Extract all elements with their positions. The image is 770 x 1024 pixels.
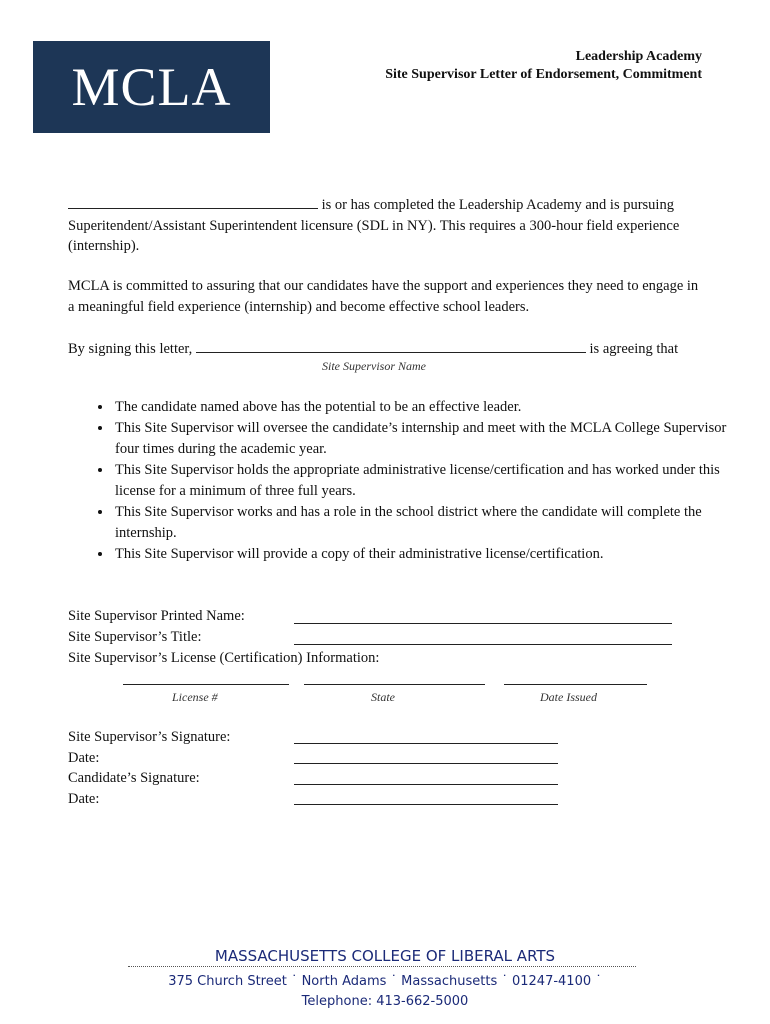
license-number-line <box>123 684 289 685</box>
footer-institution: MASSACHUSETTS COLLEGE OF LIBERAL ARTS <box>214 947 556 965</box>
intro-paragraph-1: is or has completed the Leadership Academy and is pursuing Superitendent/Assistant Superintendent licensure (SDL in NY). This requires a 300-hour field experience (internship). <box>68 194 708 257</box>
date-issued-label: Date Issued <box>540 690 597 704</box>
document-header <box>385 48 702 84</box>
candidate-name-line <box>68 194 318 209</box>
list-item: • This Site Supervisor works and has a role in the school district where the candidate will complete the internship. <box>113 502 753 544</box>
commitment-list <box>68 397 753 565</box>
list-item: • This Site Supervisor will oversee the candidate’s internship and meet with the MCLA College Supervisor four times during the academic year. <box>113 418 753 460</box>
footer-telephone: Telephone: 413-662-5000 <box>301 994 469 1009</box>
intro-paragraph-2: MCLA is committed to assuring that our candidates have the support and experiences they need to engage in a meaningful field experience (internship) and become effective school leaders. <box>68 278 699 315</box>
title-label: Site Supervisor’s Title: <box>68 629 202 645</box>
site-supervisor-name-line <box>196 338 586 353</box>
header-title: Leadership Academy <box>575 49 702 64</box>
date-label: Date: <box>68 791 100 807</box>
supervisor-signature-label: Site Supervisor’s Signature: <box>68 729 231 745</box>
candidate-signature-line <box>294 784 558 785</box>
site-supervisor-name-label: Site Supervisor Name <box>322 359 426 373</box>
footer-divider <box>128 966 636 967</box>
printed-name-line <box>294 623 672 624</box>
title-line <box>294 644 672 645</box>
logo-text: MCLA <box>71 57 232 117</box>
list-item: • This Site Supervisor holds the appropriate administrative license/certification and has worked under this license for a minimum of three full years. <box>113 460 753 502</box>
supervisor-signature-line <box>294 743 558 744</box>
date-line <box>294 763 558 764</box>
date-label: Date: <box>68 750 100 766</box>
license-number-label: License # <box>172 690 218 704</box>
mcla-logo <box>33 41 270 133</box>
list-item: • The candidate named above has the potential to be an effective leader. <box>113 397 753 418</box>
state-label: State <box>371 690 395 704</box>
footer-address: 375 Church Street ˙ North Adams ˙ Massachusetts ˙ 01247-4100 ˙ <box>168 974 602 989</box>
license-info-label: Site Supervisor’s License (Certification) Information: <box>68 650 380 666</box>
state-line <box>304 684 485 685</box>
list-item: • This Site Supervisor will provide a copy of their administrative license/certification. <box>113 544 753 565</box>
date-line <box>294 804 558 805</box>
candidate-signature-label: Candidate’s Signature: <box>68 770 200 786</box>
date-issued-line <box>504 684 647 685</box>
header-subtitle: Site Supervisor Letter of Endorsement, Commitment <box>385 67 702 82</box>
intro-paragraph-3: By signing this letter, is agreeing that <box>68 338 708 360</box>
printed-name-label: Site Supervisor Printed Name: <box>68 608 245 624</box>
